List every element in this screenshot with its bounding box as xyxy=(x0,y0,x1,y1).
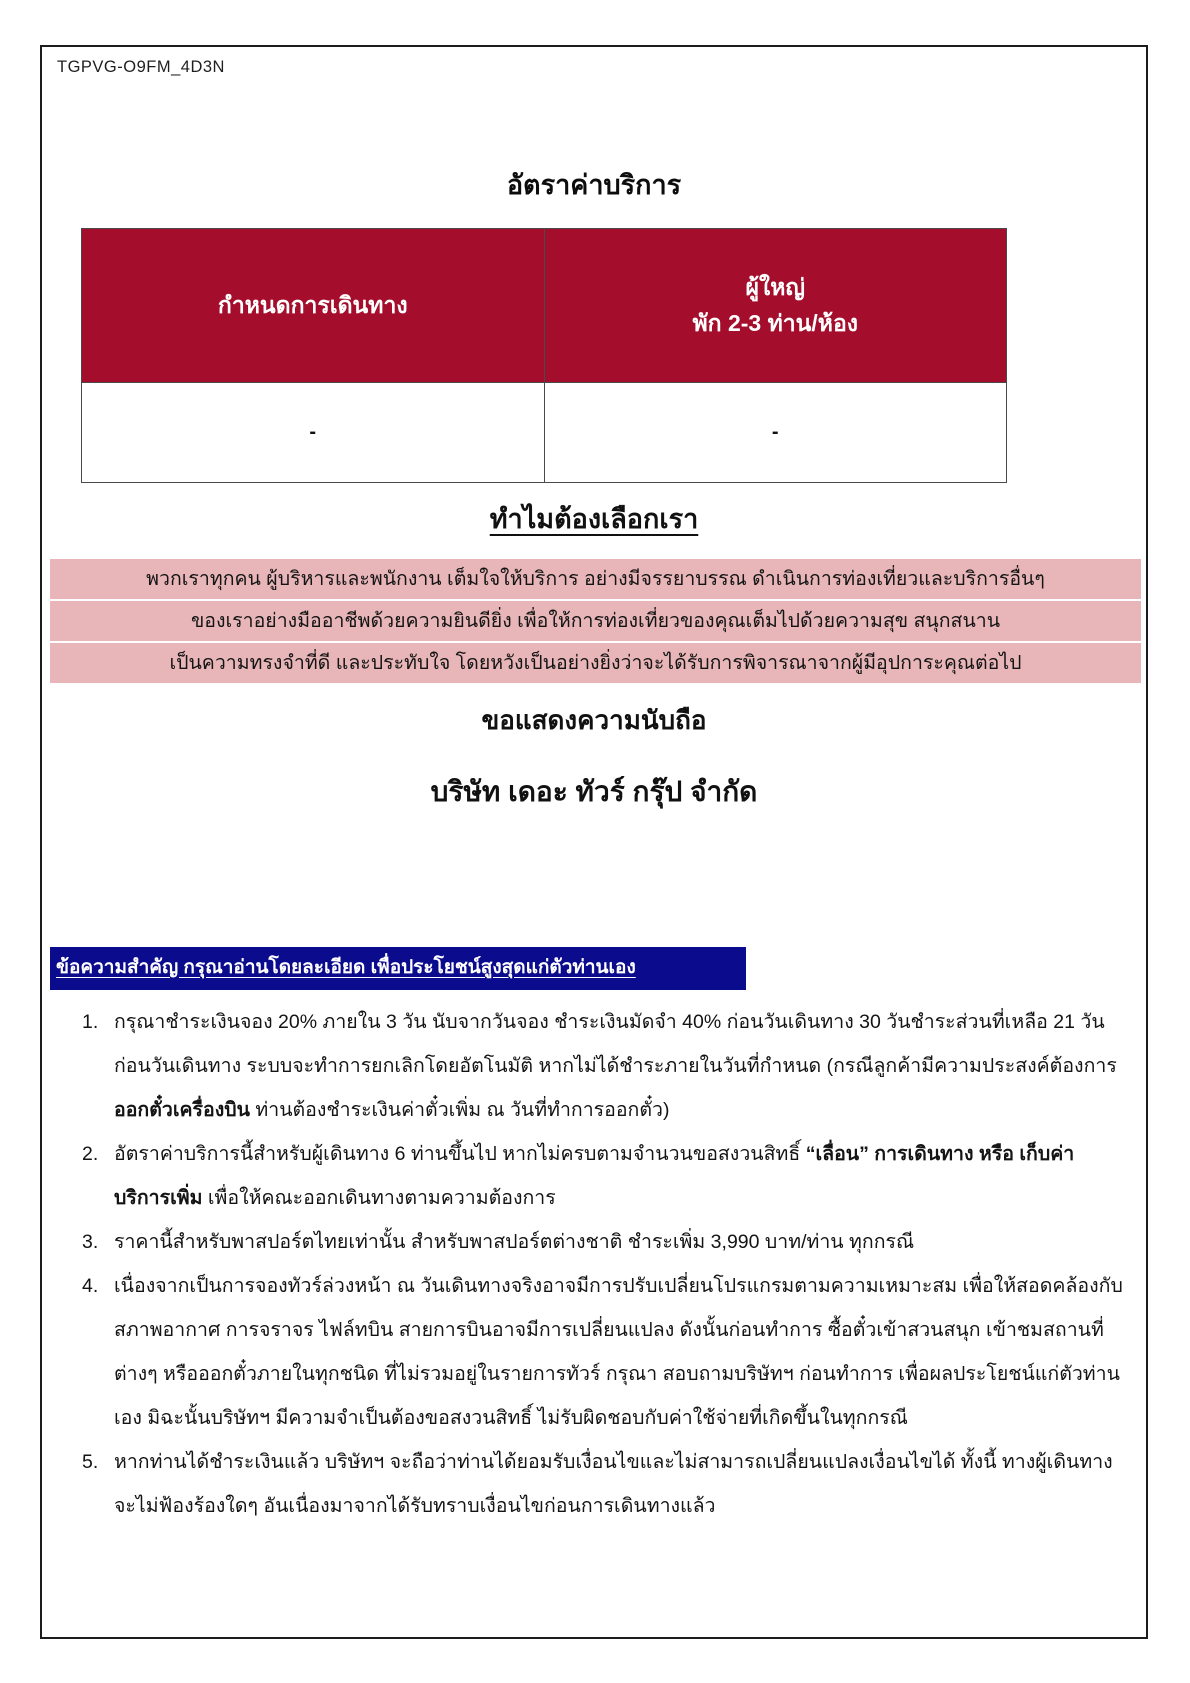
note-segment: เพื่อให้คณะออกเดินทางตามความต้องการ xyxy=(202,1187,556,1209)
important-notice-banner xyxy=(50,947,746,990)
company-name: บริษัท เดอะ ทัวร์ กรุ๊ป จำกัด xyxy=(430,776,758,807)
regards-text: ขอแสดงความนับถือ xyxy=(481,705,707,735)
note-segment-bold: ออกตั๋วเครื่องบิน xyxy=(114,1099,250,1121)
pink-highlight-line: ของเราอย่างมืออาชีพด้วยความยินดียิ่ง เพื่อให้การท่องเที่ยวของคุณเต็มไปด้วยความสุข สนุกสนาน xyxy=(50,601,1141,641)
note-segment: หากท่านได้ชำระเงินแล้ว บริษัทฯ จะถือว่าท่านได้ยอมรับเงื่อนไขและไม่สามารถเปลี่ยนแปลงเงื่อนไขได้ ทั้งนี้ ทางผู้เดินทางจะไม่ฟ้องร้องใดๆ อันเนื่องมาจากได้รับทราบเงื่อนไขก่อนการเดินทางแล้ว xyxy=(114,1451,1113,1517)
note-segment-bold: “เลื่อน” การเดินทาง หรือ เก็บค่าบริการเพิ่ม xyxy=(114,1143,1075,1209)
note-segment: ราคานี้สำหรับพาสปอร์ตไทยเท่านั้น สำหรับพาสปอร์ตต่างชาติ ชำระเพิ่ม 3,990 บาท/ท่าน ทุกกรณี xyxy=(114,1231,915,1253)
important-notice-title: ข้อความสำคัญ กรุณาอ่านโดยละเอียด เพื่อประโยชน์สูงสุดแก่ตัวท่านเอง xyxy=(56,957,636,978)
important-notes-list xyxy=(52,1000,1130,1528)
list-item xyxy=(52,1264,1130,1440)
table-header-departure: กำหนดการเดินทาง xyxy=(82,229,545,383)
note-segment: อัตราค่าบริการนี้สำหรับผู้เดินทาง 6 ท่านขึ้นไป หากไม่ครบตามจำนวนขอสงวนสิทธิ์ xyxy=(114,1143,806,1165)
list-item xyxy=(52,1000,1130,1132)
note-segment: เนื่องจากเป็นการจองทัวร์ล่วงหน้า ณ วันเดินทางจริงอาจมีการปรับเปลี่ยนโปรแกรมตามความเหมาะสม เพื่อให้สอดคล้องกับสภาพอากาศ การจราจร ไฟล์ทบิน สายการบินอาจมีการเปลี่ยนแปลง ดังนั้นก่อนทำการ ซื้อตั๋วเข้าสวนสนุก เข้าชมสถานที่ต่างๆ หรือออกตั๋วภายในทุกชนิด ที่ไม่รวมอยู่ในรายการทัวร์ กรุณา สอบถามบริษัทฯ ก่อนทำการ เพื่อผลประโยชน์แก่ตัวท่านเอง มิฉะนั้นบริษัทฯ มีความจำเป็นต้องขอสงวนสิทธิ์ ไม่รับผิดชอบกับค่าใช้จ่ายที่เกิดขึ้นในทุกกรณี xyxy=(114,1275,1123,1429)
list-item xyxy=(52,1220,1130,1264)
table-header-row xyxy=(82,229,1007,383)
why-choose-us-title: ทำไมต้องเลือกเรา xyxy=(489,504,699,534)
table-header-adult-line2: พัก 2-3 ท่าน/ห้อง xyxy=(692,309,858,336)
document-code: TGPVG-O9FM_4D3N xyxy=(57,58,225,76)
note-segment: กรุณาชำระเงินจอง 20% ภายใน 3 วัน นับจากวันจอง ชำระเงินมัดจำ 40% ก่อนวันเดินทาง 30 วันชำระส่วนที่เหลือ 21 วัน ก่อนวันเดินทาง ระบบจะทำการยกเลิกโดยอัตโนมัติ หากไม่ได้ชำระภายในวันที่กำหนด (กรณีลูกค้ามีความประสงค์ต้องการ xyxy=(114,1011,1117,1077)
pricing-table xyxy=(81,228,1007,483)
note-segment: ท่านต้องชำระเงินค่าตั๋วเพิ่ม ณ วันที่ทำการออกตั๋ว) xyxy=(249,1099,670,1121)
table-cell-price: - xyxy=(544,383,1007,483)
pink-highlight-line: พวกเราทุกคน ผู้บริหารและพนักงาน เต็มใจให้บริการ อย่างมีจรรยาบรรณ ดำเนินการท่องเที่ยวและบริการอื่นๆ xyxy=(50,559,1141,599)
pricing-title: อัตราค่าบริการ xyxy=(506,170,682,200)
table-header-adult-line1: ผู้ใหญ่ xyxy=(745,273,805,300)
table-header-adult-price xyxy=(544,229,1007,383)
table-row xyxy=(82,383,1007,483)
why-choose-us-paragraph xyxy=(50,559,1141,685)
list-item xyxy=(52,1132,1130,1220)
pink-highlight-line: เป็นความทรงจำที่ดี และประทับใจ โดยหวังเป็นอย่างยิ่งว่าจะได้รับการพิจารณาจากผู้มีอุปการะคุณต่อไป xyxy=(50,643,1141,683)
list-item xyxy=(52,1440,1130,1528)
table-cell-departure: - xyxy=(82,383,545,483)
